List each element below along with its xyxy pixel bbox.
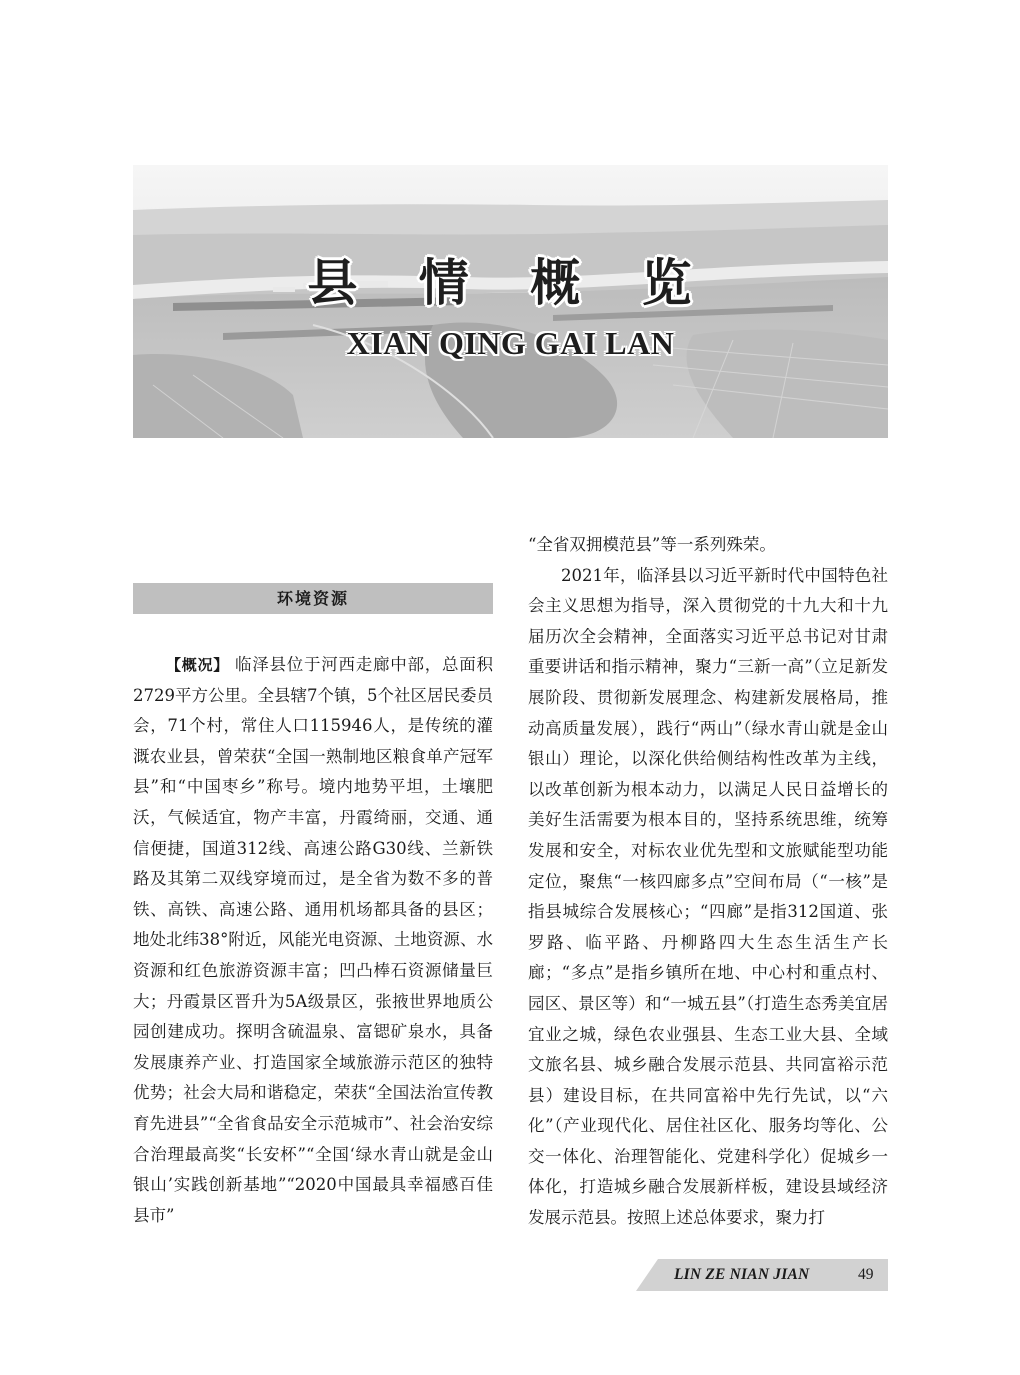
banner-aerial-photo <box>133 165 888 438</box>
body-paragraph: 2021年，临泽县以习近平新时代中国特色社会主义思想为指导，深入贯彻党的十九大和十九届历次全会精神，全面落实习近平总书记对甘肃重要讲话和指示精神，聚力“三新一高”（立足新发展阶段、贯彻新发展理念、构建新发展格局，推动高质量发展），践行“两山”（绿水青山就是金山银山）理论，以深化供给侧结构性改革为主线，以改革创新为根本动力，以满足人民日益增长的美好生活需要为根本目的，坚持系统思维，统筹发展和安全，对标农业优先型和文旅赋能型功能定位，聚焦“一核四廊多点”空间布局（“一核”是指县城综合发展核心；“四廊”是指312国道、张罗路、临平路、丹柳路四大生态生活生产长廊；“多点”是指乡镇所在地、中心村和重点村、园区、景区等）和“一城五县”（打造生态秀美宜居宜业之城，绿色农业强县、生态工业大县、全域文旅名县、城乡融合发展示范县、共同富裕示范县）建设目标，在共同富裕中先行先试，以“六化”（产业现代化、居住社区化、服务均等化、公交一体化、治理智能化、党建科学化）促城乡一体化，打造城乡融合发展新样板，建设县域经济发展示范县。按照上述总体要求，聚力打 <box>528 565 888 1228</box>
overview-text: 临泽县位于河西走廊中部，总面积2729平方公里。全县辖7个镇，5个社区居民委员会，71个村，常住人口115946人，是传统的灌溉农业县，曾荣获“全国一熟制地区粮食单产冠军县”和“中国枣乡”称号。境内地势平坦，土壤肥沃，气候适宜，物产丰富，丹霞绮丽，交通、通信便捷，国道312线、高速公路G30线、兰新铁路及其第二双线穿境而过，是全省为数不多的普铁、高铁、高速公路、通用机场都具备的县区；地处北纬38°附近，风能光电资源、土地资源、水资源和红色旅游资源丰富；凹凸棒石资源储量巨大；丹霞景区晋升为5A级景区，张掖世界地质公园创建成功。探明含硫温泉、富锶矿泉水，具备发展康养产业、打造国家全域旅游示范区的独特优势；社会大局和谐稳定，荣获“全国法治宣传教育先进县”“全省食品安全示范城市”、社会治安综合治理最高奖“长安杯”“全国‘绿水青山就是金山银山’实践创新基地”“2020中国最具幸福感百佳县市” <box>133 655 493 1225</box>
overview-tag: 【概况】 <box>166 656 229 674</box>
overview-paragraph <box>133 650 493 1231</box>
running-title: LIN ZE NIAN JIAN <box>674 1266 810 1283</box>
left-column <box>133 650 493 1231</box>
section-heading: 环境资源 <box>133 583 493 614</box>
banner-subtitle: XIAN QING GAI LAN <box>346 325 675 361</box>
page-number: 49 <box>858 1266 874 1283</box>
right-column <box>528 530 888 1234</box>
banner-title: 县 情 概 览 <box>307 254 714 312</box>
continuation-paragraph: “全省双拥模范县”等一系列殊荣。 <box>528 535 776 554</box>
